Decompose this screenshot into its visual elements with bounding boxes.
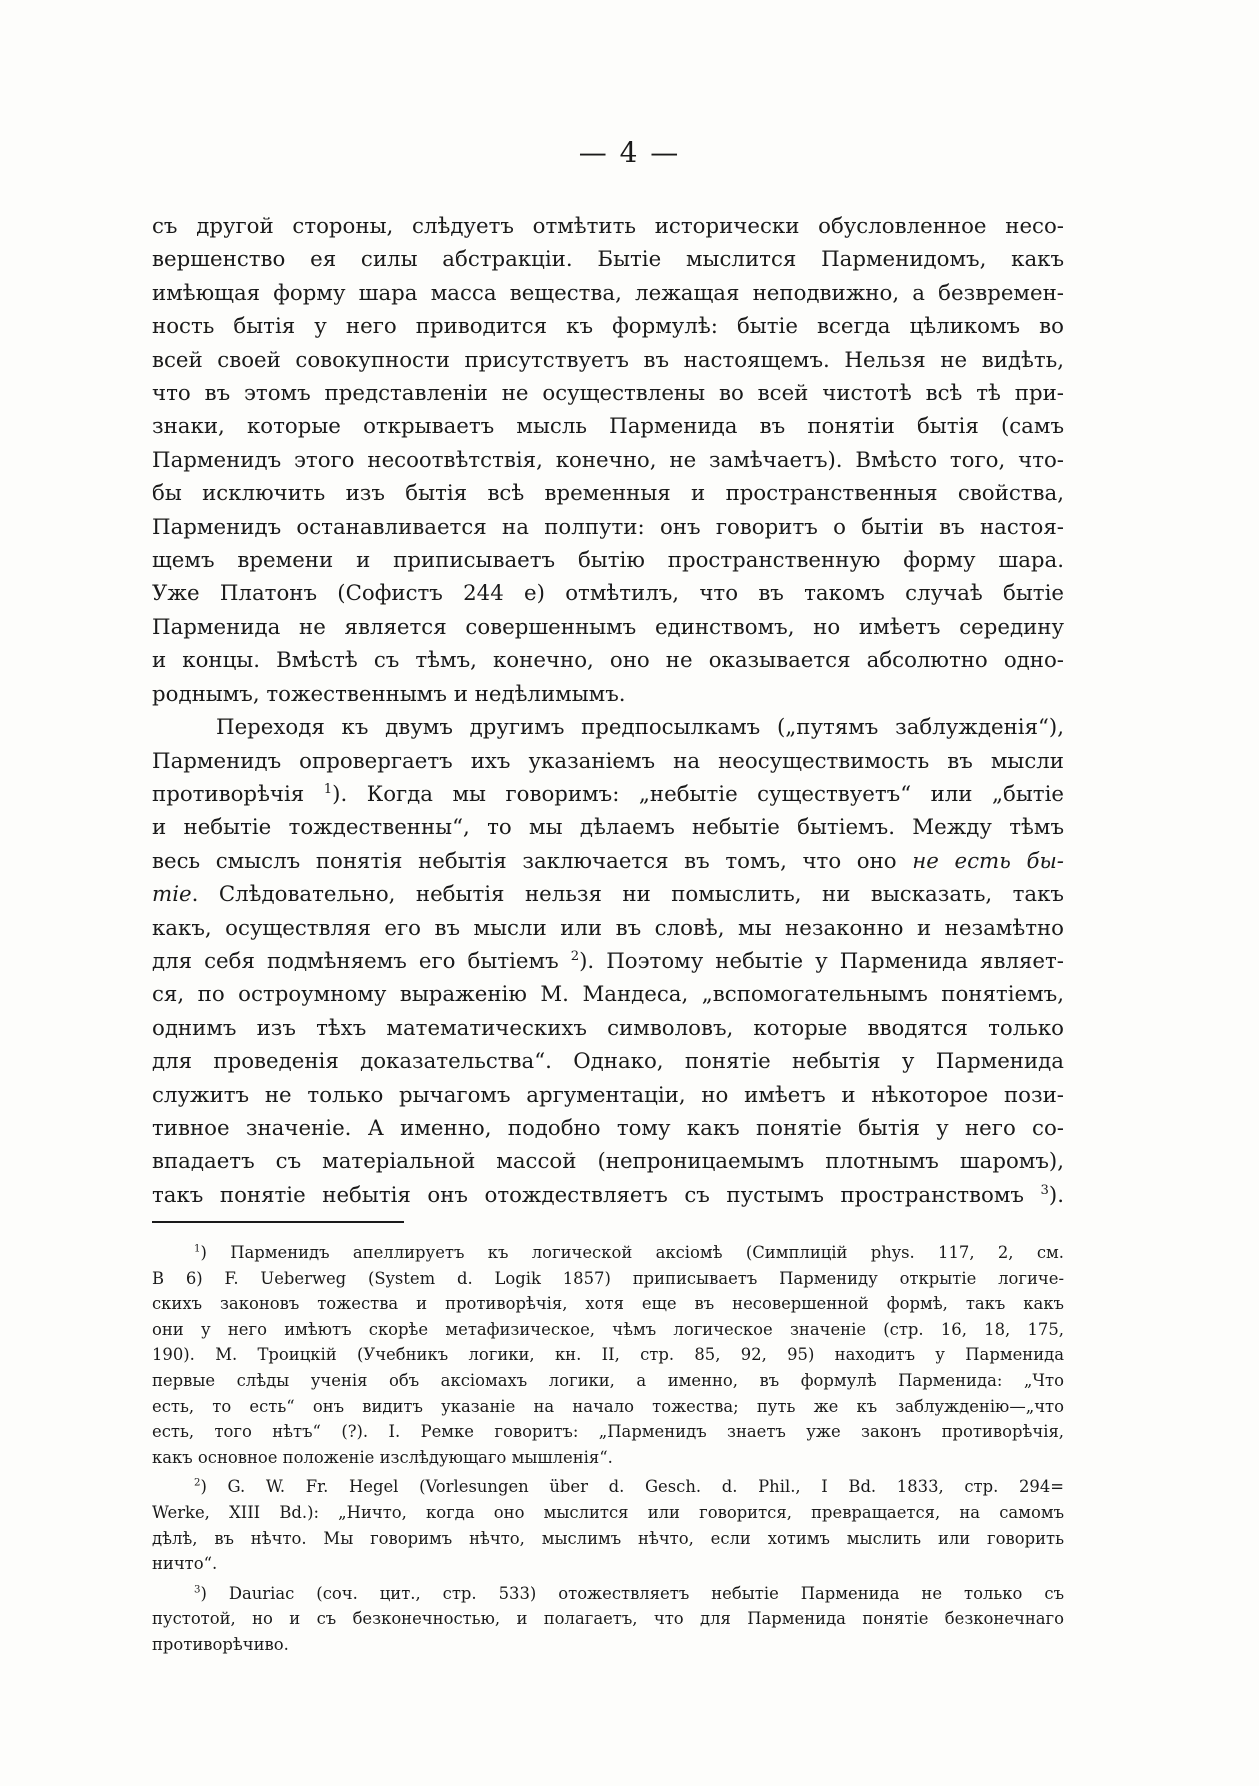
text-line: Парменидъ опровергаетъ ихъ указаніемъ на неосуществимость въ мысли [152,748,1064,774]
text-line: щемъ времени и приписываетъ бытію пространственную форму шара. [152,548,1064,574]
text-run: . Слѣдовательно, небытія нельзя ни помыслить, ни высказать, такъ [191,882,1064,908]
emphasis-text: тіе [152,882,192,908]
text-run: ) Парменидъ апеллируетъ къ логической аксіомѣ (Симплицій phys. 117, 2, см. [200,1243,1064,1262]
text-line: бы исключить изъ бытія всѣ временныя и пространственныя свойства, [152,481,1064,507]
text-run: ) Dauriac (соч. цит., стр. 533) отожествляетъ небытіе Парменида не только съ [200,1583,1064,1603]
footnote-line: есть, то есть“ онъ видитъ указаніе на начало тожества; путь же къ заблужденію—„что [152,1396,1064,1416]
text-line: ся, по остроумному выраженію М. Мандеса, „вспомогательнымъ понятіемъ, [152,982,1064,1008]
text-line: и небытіе тождественны“, то мы дѣлаемъ небытіе бытіемъ. Между тѣмъ [152,815,1064,841]
footnote-line: дѣлѣ, въ нѣчто. Мы говоримъ нѣчто, мыслимъ нѣчто, если хотимъ мыслить или говорить [152,1528,1064,1548]
text-run: ). Поэтому небытіе у Парменида являет- [579,948,1064,974]
footnote-marker: 3 [194,1584,201,1596]
text-line: Парменидъ этого несоотвѣтствія, конечно, не замѣчаетъ). Вмѣсто того, что- [152,447,1064,473]
text-line: какъ, осуществляя его въ мысли или въ словѣ, мы незаконно и незамѣтно [152,915,1064,941]
text-line: Парменида не является совершеннымъ единствомъ, но имѣетъ середину [152,614,1064,640]
text-run: для себя подмѣняемъ его бытіемъ [152,948,559,974]
footnote-1 [152,1240,1064,1470]
text-line: для проведенія доказательства“. Однако, понятіе небытія у Парменида [152,1049,1064,1075]
footnote-line: какъ основное положеніе изслѣдующаго мышленія“. [152,1447,613,1467]
footnote-line: Werke, XIII Bd.): „Ничто, когда оно мыслится или говорится, превращается, на самомъ [152,1502,1064,1522]
footnote-3 [152,1581,1064,1658]
text-line: имѣющая форму шара масса вещества, лежащая неподвижно, а безвремен- [152,280,1064,306]
footnote-ref: 1 [323,781,333,797]
text-line: роднымъ, тожественнымъ и недѣлимымъ. [152,681,626,707]
emphasis-text: не есть бы- [912,848,1064,874]
text-line: и концы. Вмѣстѣ съ тѣмъ, конечно, оно не оказывается абсолютно одно- [152,648,1064,674]
footnote-line: 190). М. Троицкій (Учебникъ логики, кн. II, стр. 85, 92, 95) находитъ у Парменида [152,1345,1064,1365]
page-number: — 4 — [578,136,681,169]
text-line: служитъ не только рычагомъ аргументаціи, но имѣетъ и нѣкоторое пози- [152,1082,1064,1108]
footnotes [152,1240,1064,1662]
text-line: вершенство ея силы абстракціи. Бытіе мыслится Парменидомъ, какъ [152,247,1064,273]
text-line: впадаетъ съ матеріальной массой (непроницаемымъ плотнымъ шаромъ), [152,1149,1064,1175]
text-run: ) G. W. Fr. Hegel (Vorlesungen über d. Gesch. d. Phil., I Bd. 1833, стр. 294= [200,1477,1064,1497]
footnote-line: пустотой, но и съ безконечностью, и полагаетъ, что для Парменида понятіе безконечнаго [152,1609,1064,1629]
footnote-line: противорѣчиво. [152,1634,289,1654]
text-line: тивное значеніе. А именно, подобно тому какъ понятіе бытія у него со- [152,1115,1064,1141]
text-line [152,945,1064,978]
footnote-marker: 1 [194,1243,201,1255]
text-line: ность бытія у него приводится къ формулѣ: бытіе всегда цѣликомъ во [152,314,1064,340]
footnote-line: они у него имѣютъ скорѣе метафизическое, чѣмъ логическое значеніе (стр. 16, 18, 175, [152,1319,1064,1339]
text-line [152,845,1064,878]
text-line [152,878,1064,911]
footnote-line: ничто“. [152,1554,218,1574]
text-line: Уже Платонъ (Софистъ 244 е) отмѣтилъ, что въ такомъ случаѣ бытіе [152,581,1064,607]
footnote-line [152,1581,1064,1607]
text-run: ). [1048,1182,1064,1208]
text-line [152,1179,1064,1212]
text-run: весь смыслъ понятія небытія заключается въ томъ, что оно [152,848,913,874]
footnote-line: есть, того нѣтъ“ (?). I. Ремке говоритъ: „Парменидъ знаетъ уже законъ противорѣчія, [152,1422,1064,1442]
text-run: противорѣчія [152,781,305,807]
text-run: такъ понятіе небытія онъ отождествляетъ съ пустымъ пространствомъ [152,1182,1024,1208]
text-run: ). Когда мы говоримъ: „небытіе существуетъ“ или „бытіе [332,781,1064,807]
text-line: знаки, которые открываетъ мысль Парменида въ понятіи бытія (самъ [152,414,1064,440]
text-line: Переходя къ двумъ другимъ предпосылкамъ („путямъ заблужденія“), [216,715,1064,741]
footnote-ref: 2 [570,948,580,964]
footnote-line [152,1240,1064,1266]
text-line: всей своей совокупности присутствуетъ въ настоящемъ. Нельзя не видѣть, [152,347,1064,373]
footnote-line: скихъ законовъ тожества и противорѣчія, хотя еще въ несовершенной формѣ, такъ какъ [152,1294,1064,1314]
main-text [152,210,1064,1212]
footnote-line: В 6) F. Ueberweg (System d. Logik 1857) приписываетъ Пармениду открытіе логиче- [152,1268,1064,1288]
footnote-marker: 2 [194,1477,201,1489]
footnote-ref: 3 [1040,1182,1049,1198]
text-line [152,778,1064,811]
footnote-line: первые слѣды ученія объ аксіомахъ логики, а именно, въ формулѣ Парменида: „Что [152,1370,1064,1390]
text-line: Парменидъ останавливается на полпути: онъ говоритъ о бытіи въ настоя- [152,514,1064,540]
footnote-2 [152,1474,1064,1576]
text-line: однимъ изъ тѣхъ математическихъ символовъ, которые вводятся только [152,1015,1064,1041]
text-line: съ другой стороны, слѣдуетъ отмѣтить исторически обусловленное несо- [152,214,1064,239]
footnote-separator [152,1221,404,1223]
footnote-line [152,1474,1064,1500]
text-line: что въ этомъ представленіи не осуществлены во всей чистотѣ всѣ тѣ при- [152,381,1064,407]
